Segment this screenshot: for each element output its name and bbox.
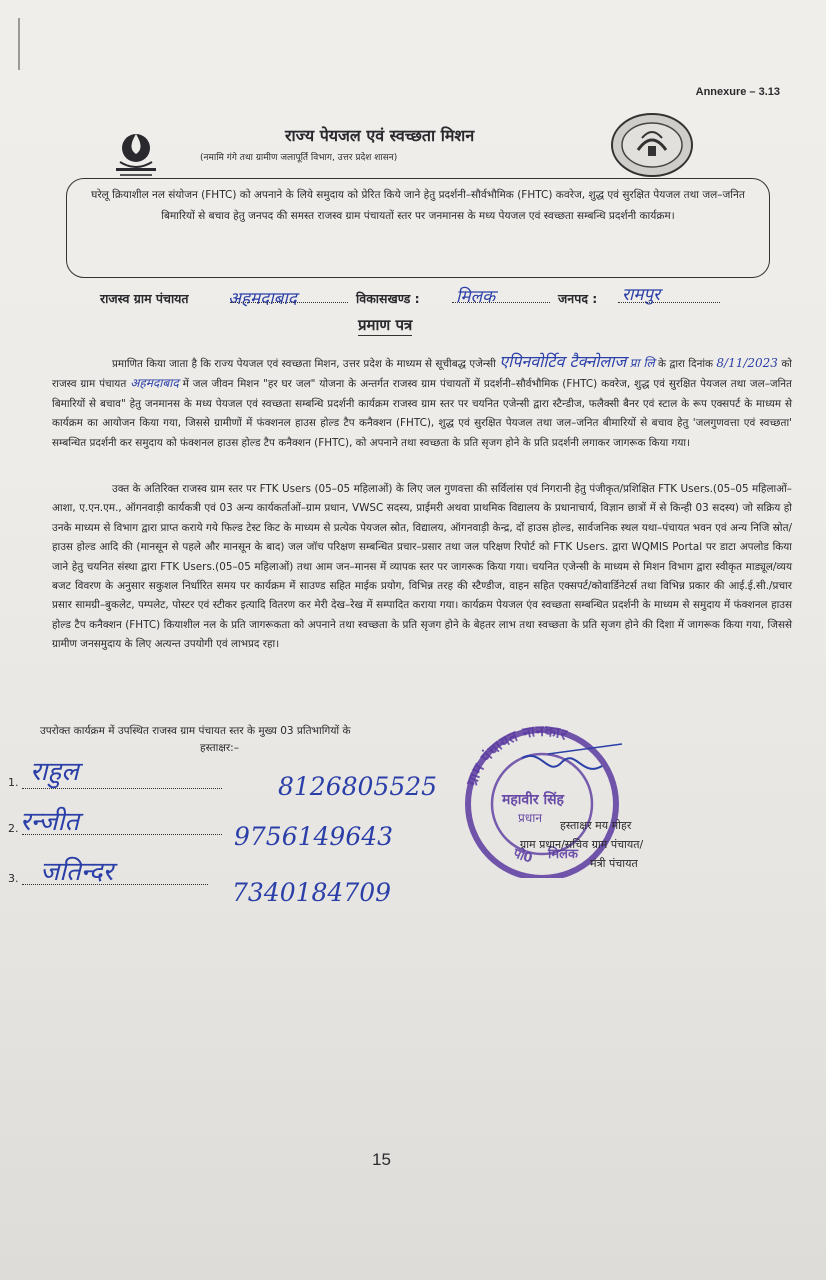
- participant-phone-1: 8126805525: [278, 772, 438, 801]
- para1-text-1: प्रमाणित किया जाता है कि राज्य पेयजल एवं स्वच्छता मिशन, उत्तर प्रदेश के माध्यम से सूचीबद्ध एजेन्सी: [112, 358, 496, 370]
- para1-text-2: के द्वारा दिनांक: [658, 358, 714, 370]
- agency-suffix-handwritten: प्रा लि: [629, 356, 655, 370]
- program-notice-box: घरेलू क्रियाशील नल संयोजन (FHTC) को अपनाने के लिये समुदाय को प्रेरित किये जाने हेतु प्रदर्शनी–सौर्वभौमिक (FHTC) कवरेज, शुद्ध एवं सुरक्षित पेयजल तथा जल–जनित बिमारियों से बचाव हेतु जनपद की समस्त राजस्व ग्राम पंचायतों स्तर पर जनमानस के मध्य पेयजल एवं स्वच्छता सम्बन्धि प्रदर्शनी कार्यक्रम।: [66, 178, 770, 278]
- participant-phone-2: 9756149643: [234, 822, 394, 851]
- svg-text:महावीर सिंह: महावीर सिंह: [502, 792, 564, 808]
- signature-intro-label: हस्ताक्षर:–: [200, 742, 239, 754]
- certificate-paragraph-1: [52, 352, 792, 453]
- sign-block-line-2: ग्राम प्रधान/सचिव ग्राम पंचायत/: [520, 838, 644, 851]
- para1-text-4: में जल जीवन मिशन "हर घर जल" योजना के अन्तर्गत राजस्व ग्राम पंचायतों में प्रदर्शनी–सौर्वभौमिक (FHTC) कवरेज, शुद्ध एवं सुरक्षित पेयजल तथा जल–जनित बिमारियों से बचाव" हेतु जनमानस के मध्य पेयजल एवं स्वच्छता सम्बन्धि प्रदर्शनी कार्यक्रम राजस्व ग्राम स्तर पर चयनित एजेन्सी द्वारा स्टैन्डीज, फलैक्सी बैनर एवं स्टाल के रूप एक्सपर्ट के माध्यम से कार्यक्रम का आयोजन किया गया, जिससे ग्रामीणों में फंक्शनल हाउस होल्ड टैप कनैक्शन (FHTC), शुद्ध एवं सुरक्षित पेयजल तथा जल–जनित बीमारियों से बचाव हेतु 'जलगुणवत्ता एवं स्वच्छता' सम्बन्धित प्रदर्शनी कर समुदाय को फंक्शनल हाउस होल्ड टैप कनैक्शन (FHTC), को अपनाने तथा स्वच्छता के प्रति सृजग होने के प्रति प्रदर्शनी लगाकर जागरूक किया गया।: [52, 378, 792, 449]
- signature-intro-text: उपरोक्त कार्यक्रम में उपस्थित राजस्व ग्राम पंचायत स्तर के मुख्य 03 प्रतिभागियों के: [40, 725, 351, 737]
- annexure-label: Annexure – 3.13: [695, 86, 780, 98]
- program-date-handwritten: 8/11/2023: [716, 356, 778, 370]
- block-label: विकासखण्ड :: [356, 291, 420, 306]
- certificate-title: प्रमाण पत्र: [358, 316, 413, 334]
- participant-signature-2: रन्जीत: [20, 807, 80, 837]
- district-dots: [618, 290, 720, 303]
- svg-text:प्रधान: प्रधान: [518, 811, 542, 825]
- svg-text:पो0: पो0: [510, 846, 534, 867]
- sign-block-line-3: मंत्री पंचायत: [590, 857, 638, 870]
- mission-title: राज्य पेयजल एवं स्वच्छता मिशन: [285, 126, 475, 145]
- svg-text:ग्राम पंचायत नानकार: ग्राम पंचायत नानकार: [462, 721, 570, 789]
- sign-block-line-1: हस्ताक्षर मय मोहर: [560, 819, 632, 832]
- signature-number: 1.: [8, 776, 19, 789]
- block-value: मिलक: [456, 287, 496, 307]
- panchayat-dots: [230, 290, 348, 303]
- district-value: रामपुर: [622, 285, 661, 305]
- svg-text:मिलक: मिलक: [548, 847, 578, 862]
- up-government-emblem-icon: [610, 112, 694, 178]
- participant-signature-1: राहुल: [30, 757, 79, 787]
- participant-signature-3: जतिन्दर: [40, 857, 114, 887]
- para1-text-3: को राजस्व ग्राम पंचायत: [52, 358, 792, 391]
- pradhan-sign-block: [520, 816, 643, 873]
- certificate-paragraph-2: उक्त के अतिरिक्त राजस्व ग्राम स्तर पर FTK Users (05–05 महिलाओं) के लिए जल गुणवत्ता की सर्विलांस एवं निगरानी हेतु पंजीकृत/प्रशिक्षित FTK Users.(05–05 महिलाओं–आशा, ए.एन.एम., ऑगनवाड़ी कार्यकत्री एवं 03 अन्य कार्यकर्ताओं–ग्राम प्रधान, VWSC सदस्य, प्राईमरी अथवा प्राथमिक विद्यालय के प्रधानाचार्य, विज्ञान छात्रों में से किन्ही 03 सदस्य) जो सक्रिय हो उनके माध्यम से विभाग द्वारा प्राप्त कराये गये फिल्ड टेस्ट किट के माध्यम से प्रत्येक पेयजल स्रोत, विद्यालय, ऑगनवाड़ी केन्द्र, दों हाउस होल्ड, सार्वजनिक स्थल यथा–पंचायत भवन एवं अन्य निजि स्रोत/हाउस होल्ड आदि की (मानसून से पहले और मानसून के बाद) जल जॉच परिक्षण सम्बन्धित प्रचार–प्रसार तथा जल परिक्षण रिपोर्ट को FTK Users. द्वारा WQMIS Portal पर डाटा अपलोड किया जाने हेतु चयनित संस्था द्वारा FTK Users.(05–05 महिलाओं) तथा आम जन–मानस में व्यापक स्तर पर जागरूक किया गया। चयनित एजेन्सी के माध्यम से मिशन विभाग द्वारा स्वीकृत माड्यूल/व्यय बजट विवरण के अनुसार सकुशल निर्धारित समय पर कार्यक्रम में साउण्ड सहित माईक प्रयोग, विभिन्न तरह की स्टैण्डीज, वाहन सहित एक्सपर्ट/कोवार्डिनेटर्स तथा विभिन्न प्रकार की आई.ई.सी./प्रचार प्रसार सामग्री–बुकलेट, पम्पलेट, पोस्टर एवं स्टीकर इत्यादि वितरण कर मेरी देख–रेख में सम्पादित कराया गया। कार्यक्रम पेयजल एंव स्वच्छता सम्बन्धित प्रदर्शनी के माध्यम से समुदाय में फंक्शनल हाउस होल्ड टैप कनैक्शन (FHTC) कियाशील नल के प्रति जागरूकता को अपनाने तथा स्वच्छता के प्रति सृजग होने के बेहतर लाभ तथा स्वच्छता के प्रति सृजग होने की दिशा में जागरूक किया गया, जिससे ग्रामीण जनसमुदाय के लिए अत्यन्त उपयोगी एवं लाभप्रद रहा।: [52, 483, 792, 651]
- panchayat-label: राजस्व ग्राम पंचायत: [100, 291, 189, 306]
- fold-mark: [18, 18, 20, 70]
- agency-name-handwritten: एपिनवोर्टिव टैक्नोलाज: [499, 352, 627, 371]
- panchayat-value: अहमदाबाद: [228, 289, 297, 309]
- mission-subtitle: (नमामि गंगे तथा ग्रामीण जलापूर्ति विभाग, उत्तर प्रदेश शासन): [200, 153, 398, 163]
- participant-phone-3: 7340184709: [232, 878, 392, 907]
- signature-number: 2.: [8, 822, 19, 835]
- signature-number: 3.: [8, 872, 19, 885]
- district-label: जनपद :: [558, 291, 598, 306]
- page-number: 15: [372, 1150, 391, 1169]
- signature-intro: [40, 723, 460, 757]
- para1-panchayat-handwritten: अहमदाबाद: [130, 376, 179, 391]
- block-dots: [452, 290, 550, 303]
